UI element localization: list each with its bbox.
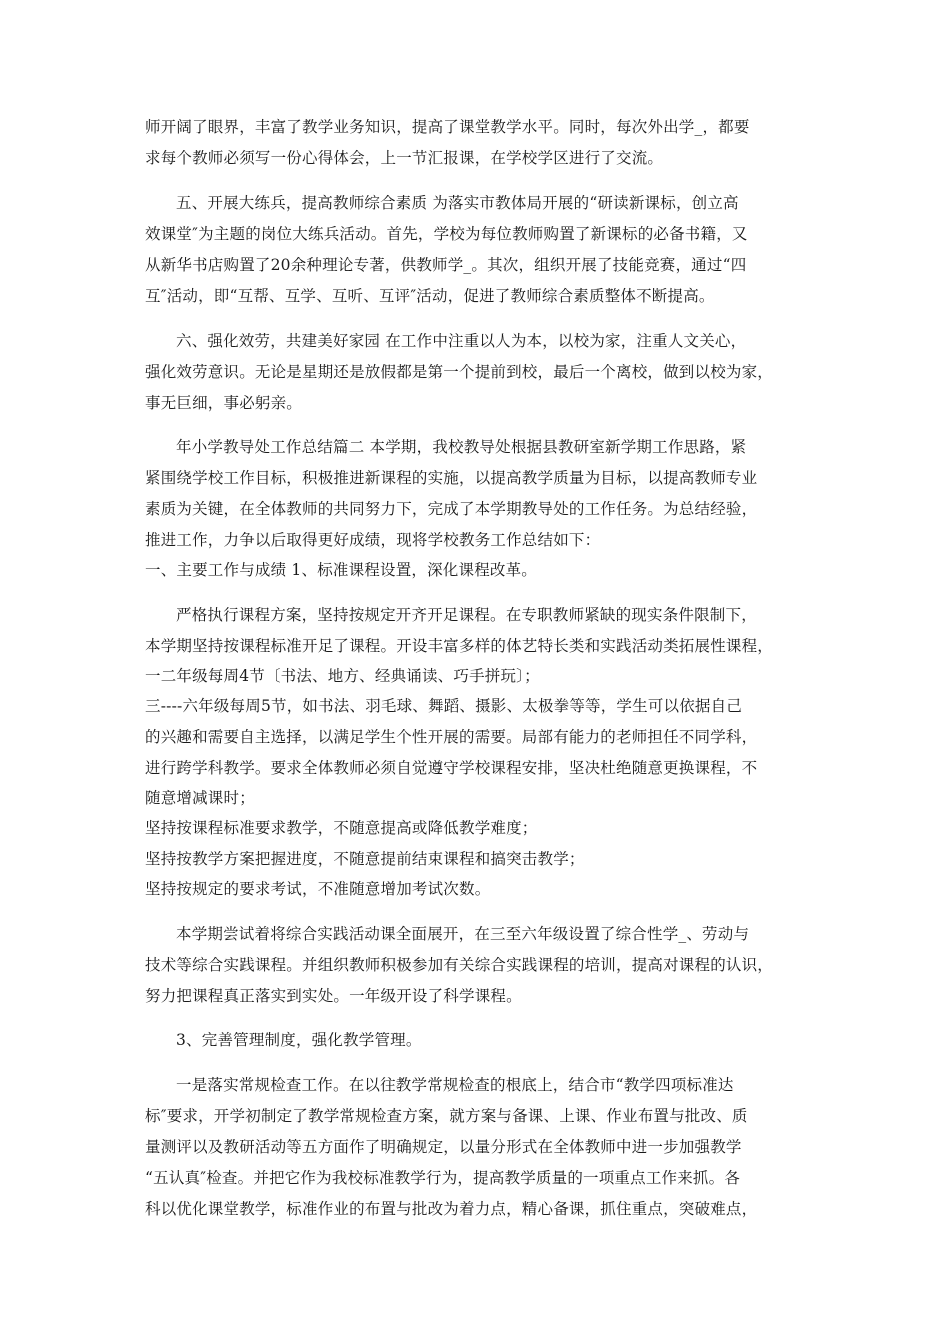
text-line-31: 量测评以及教研活动等五方面作了明确规定，以量分形式在全体教师中进一步加强教学 [145, 1138, 742, 1156]
text-line-17: 一二年级每周4节〔书法、地方、经典诵读、巧手拼玩〕； [145, 667, 540, 685]
text-line-25: 本学期尝试着将综合实践活动课全面展开，在三至六年级设置了综合性学_、劳动与 [176, 925, 750, 943]
text-line-21: 随意增减课时； [145, 789, 255, 807]
text-line-2: 求每个教师必须写一份心得体会，上一节汇报课，在学校学区进行了交流。 [145, 149, 664, 167]
text-line-7: 六、强化效劳，共建美好家园 在工作中注重以人为本，以校为家，注重人文关心， [176, 332, 747, 350]
text-line-20: 进行跨学科教学。要求全体教师必须自觉遵守学校课程安排，坚决杜绝随意更换课程，不 [145, 759, 758, 777]
text-line-24: 坚持按规定的要求考试，不准随意增加考试次数。 [145, 880, 491, 898]
text-line-30: 标″要求，开学初制定了教学常规检查方案，就方案与备课、上课、作业布置与批改、质 [145, 1107, 748, 1125]
text-line-12: 素质为关键，在全体教师的共同努力下，完成了本学期教导处的工作任务。为总结经验， [145, 500, 758, 518]
text-line-22: 坚持按课程标准要求教学，不随意提高或降低教学难度； [145, 819, 538, 837]
text-line-26: 技术等综合实践课程。并组织教师积极参加有关综合实践课程的培训，提高对课程的认识， [145, 956, 774, 974]
text-line-16: 本学期坚持按课程标准开足了课程。开设丰富多样的体艺特长类和实践活动类拓展性课程， [145, 637, 774, 655]
text-line-18: 三----六年级每周5节，如书法、羽毛球、舞蹈、摄影、太极拳等等，学生可以依据自己 [145, 697, 743, 715]
text-line-32: “五认真″检查。并把它作为我校标准教学行为，提高教学质量的一项重点工作来抓。各 [145, 1169, 741, 1187]
text-line-29: 一是落实常规检查工作。在以往教学常规检查的根底上，结合市“教学四项标准达 [176, 1076, 734, 1094]
text-line-8: 强化效劳意识。无论是星期还是放假都是第一个提前到校，最后一个离校，做到以校为家， [145, 363, 774, 381]
text-line-1: 师开阔了眼界，丰富了教学业务知识，提高了课堂教学水平。同时，每次外出学_，都要 [145, 118, 750, 136]
text-line-33: 科以优化课堂教学，标准作业的布置与批改为着力点，精心备课，抓住重点，突破难点， [145, 1200, 758, 1218]
text-line-27: 努力把课程真正落实到实处。一年级开设了科学课程。 [145, 987, 522, 1005]
text-line-10: 年小学教导处工作总结篇二 本学期，我校教导处根据县教研室新学期工作思路，紧 [176, 438, 747, 456]
text-line-11: 紧围绕学校工作目标，积极推进新课程的实施，以提高教学质量为目标，以提高教师专业 [145, 469, 758, 487]
text-line-5: 从新华书店购置了20余种理论专著，供教师学_。其次，组织开展了技能竞赛，通过“四 [145, 256, 747, 274]
text-line-6: 互″活动，即“互帮、互学、互听、互评″活动，促进了教师综合素质整体不断提高。 [145, 287, 715, 305]
text-line-14: 一、主要工作与成绩 1、标准课程设置，深化课程改革。 [145, 561, 537, 579]
text-line-19: 的兴趣和需要自主选择，以满足学生个性开展的需要。局部有能力的老师担任不同学科， [145, 728, 758, 746]
text-line-13: 推进工作，力争以后取得更好成绩，现将学校教务工作总结如下： [145, 531, 601, 549]
text-line-15: 严格执行课程方案，坚持按规定开齐开足课程。在专职教师紧缺的现实条件限制下， [176, 606, 757, 624]
text-line-9: 事无巨细，事必躬亲。 [145, 394, 303, 412]
text-line-4: 效课堂″为主题的岗位大练兵活动。首先，学校为每位教师购置了新课标的必备书籍，又 [145, 225, 748, 243]
text-line-23: 坚持按教学方案把握进度，不随意提前结束课程和搞突击教学； [145, 850, 585, 868]
text-line-28: 3、完善管理制度，强化教学管理。 [176, 1031, 422, 1049]
text-line-3: 五、开展大练兵，提高教师综合素质 为落实市教体局开展的“研读新课标，创立高 [176, 194, 739, 212]
